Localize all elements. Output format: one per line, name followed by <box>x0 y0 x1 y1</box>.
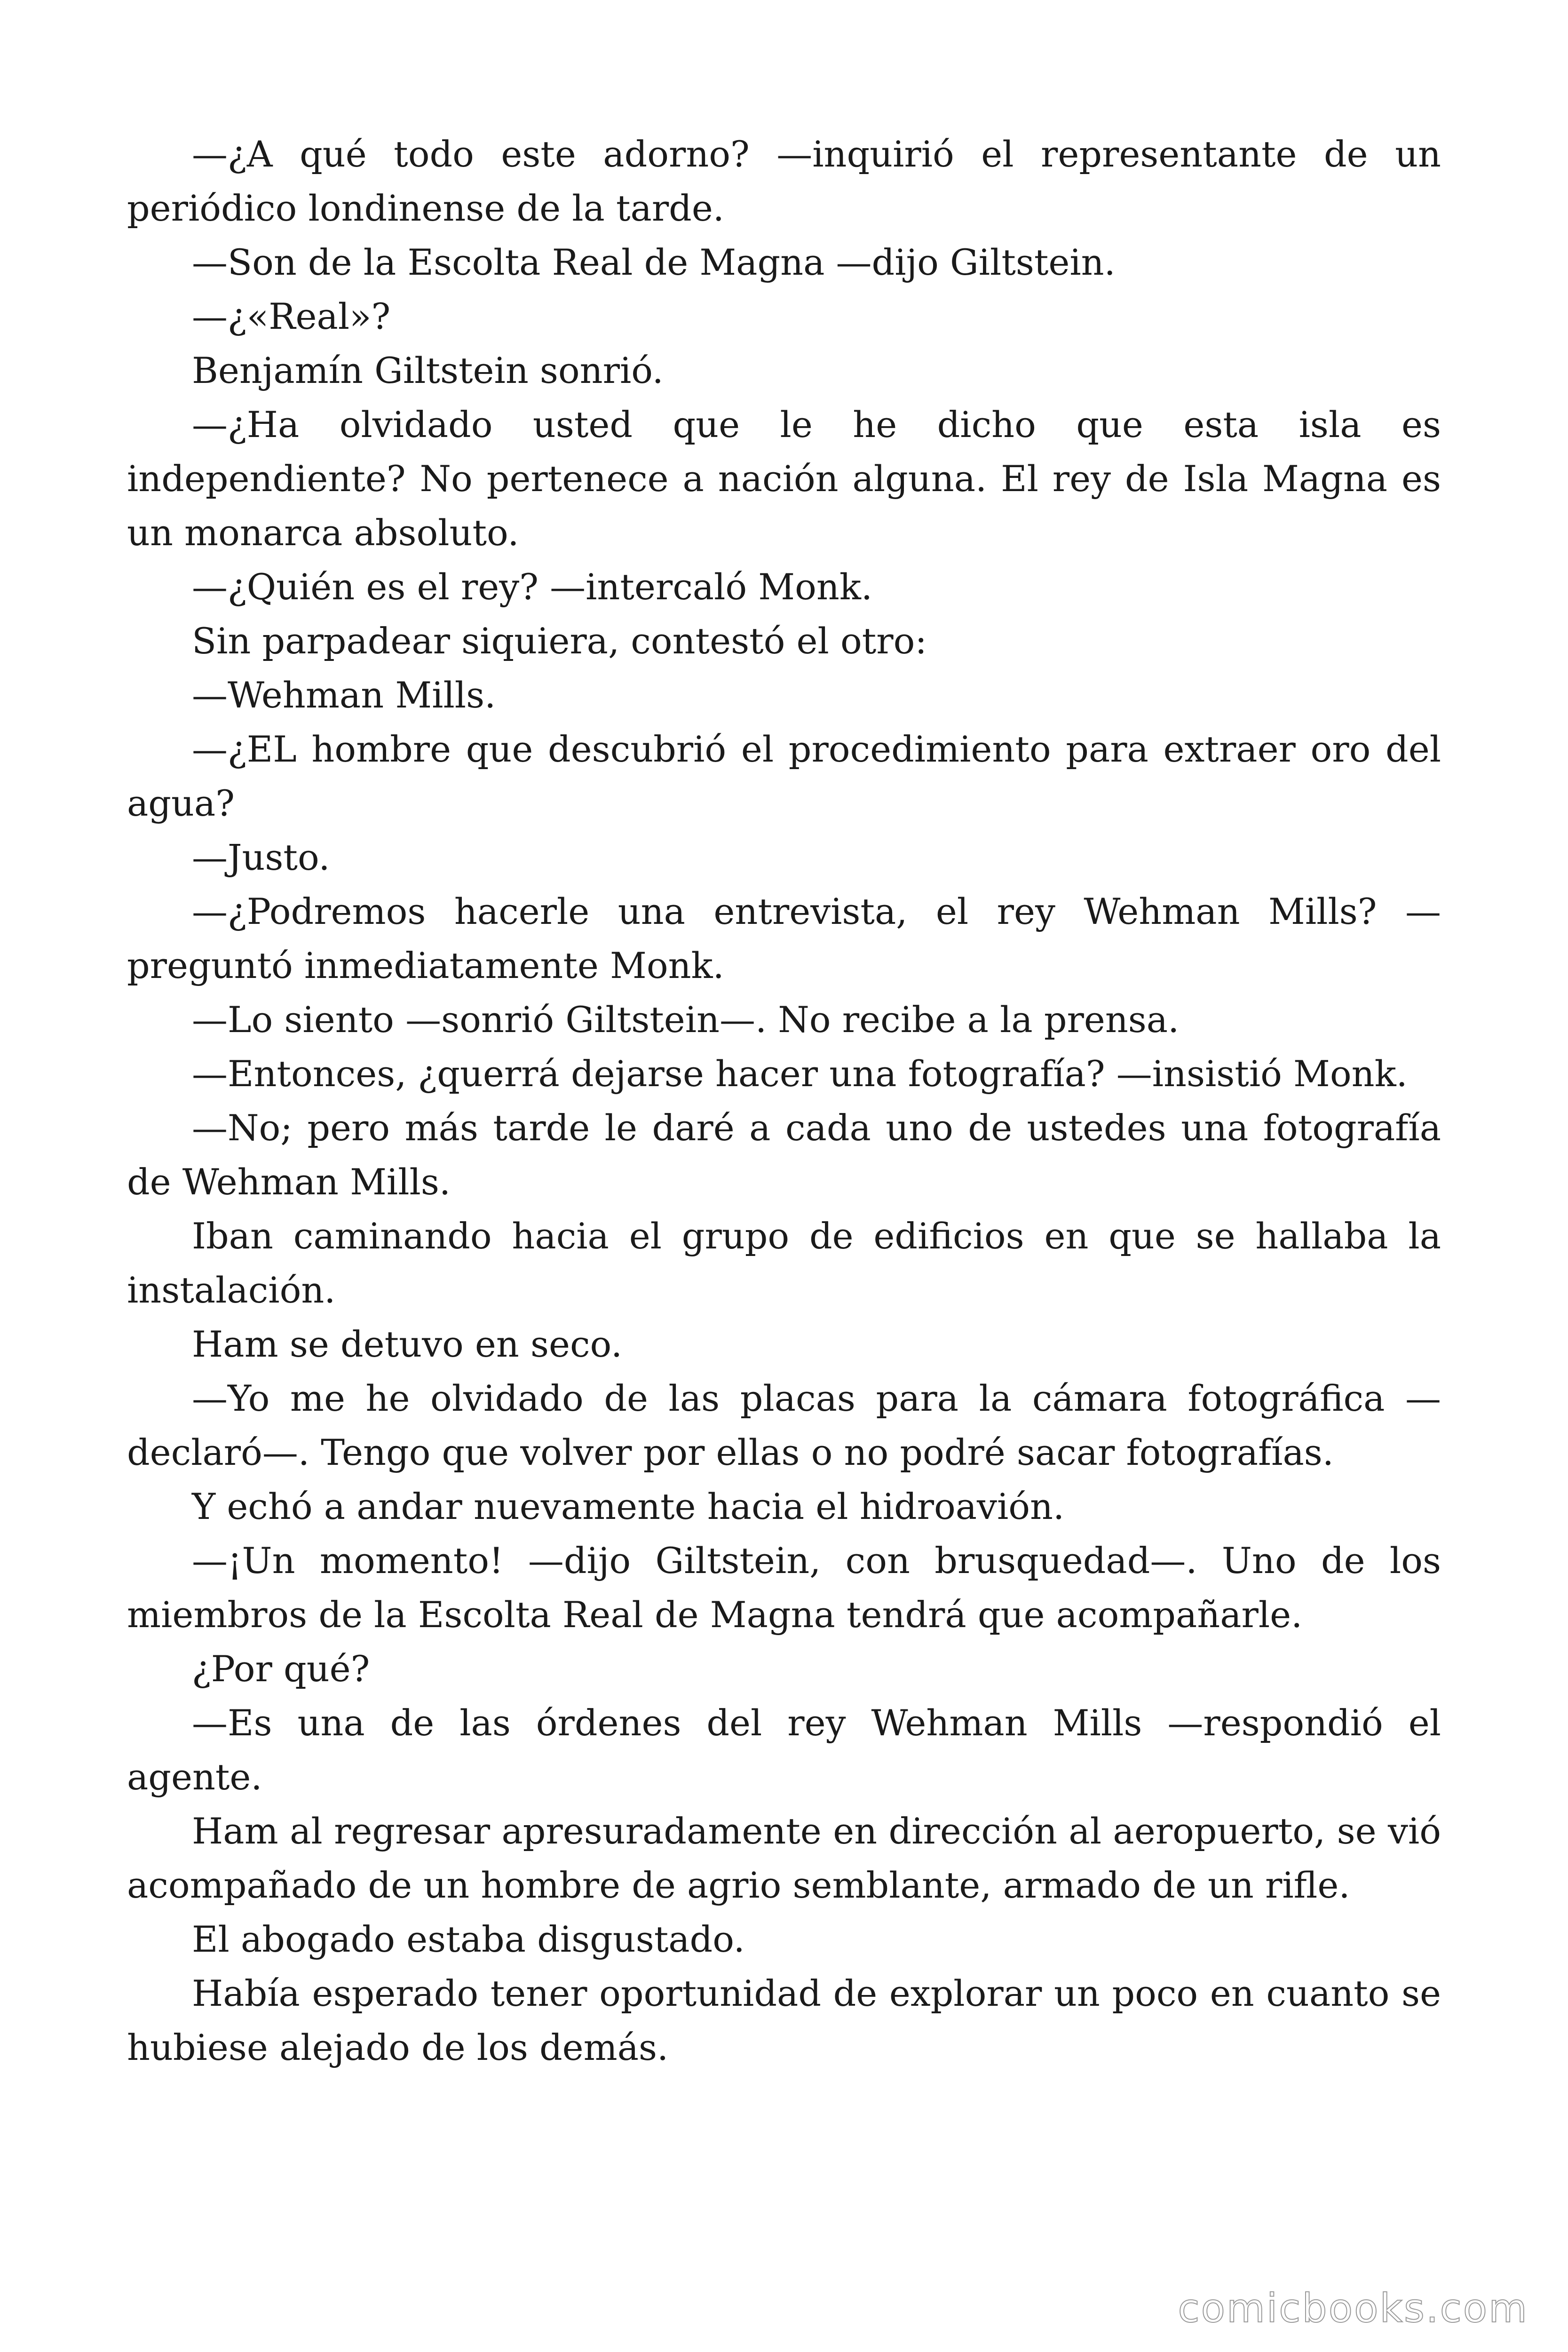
paragraph: —¿A qué todo este adorno? —inquirió el representante de un periódico londinense de la tarde. <box>127 133 1441 229</box>
paragraph: —Es una de las órdenes del rey Wehman Mills —respondió el agente. <box>127 1702 1441 1798</box>
paragraph: —¿Podremos hacerle una entrevista, el rey Wehman Mills? —preguntó inmediatamente Monk. <box>127 890 1441 986</box>
paragraph: Y echó a andar nuevamente hacia el hidroavión. <box>192 1486 1065 1527</box>
paragraph: —¿Ha olvidado usted que le he dicho que esta isla es independiente? No pertenece a nación alguna. El rey de Isla Magna es un monarca absoluto. <box>127 404 1441 554</box>
paragraph: Sin parpadear siquiera, contestó el otro: <box>192 620 927 662</box>
paragraph: —Lo siento —sonrió Giltstein—. No recibe a la prensa. <box>192 999 1180 1041</box>
paragraph: —¿«Real»? <box>192 295 391 337</box>
paragraph: —Yo me he olvidado de las placas para la cámara fotográfica —declaró—. Tengo que volver por ellas o no podré sacar fotografías. <box>127 1377 1441 1473</box>
paragraph: —Justo. <box>192 836 330 878</box>
paragraph: —¡Un momento! —dijo Giltstein, con brusquedad—. Uno de los miembros de la Escolta Real de Magna tendrá que acompañarle. <box>127 1540 1441 1636</box>
paragraph: ¿Por qué? <box>192 1648 370 1690</box>
paragraph: Ham al regresar apresuradamente en dirección al aeropuerto, se vió acompañado de un hombre de agrio semblante, armado de un rifle. <box>127 1810 1441 1906</box>
paragraph: —Entonces, ¿querrá dejarse hacer una fotografía? —insistió Monk. <box>192 1053 1408 1095</box>
paragraph: Había esperado tener oportunidad de explorar un poco en cuanto se hubiese alejado de los demás. <box>127 1972 1441 2068</box>
paragraph: Ham se detuvo en seco. <box>192 1323 623 1365</box>
paragraph: —No; pero más tarde le daré a cada uno de ustedes una fotografía de Wehman Mills. <box>127 1107 1441 1203</box>
paragraph: —Son de la Escolta Real de Magna —dijo Giltstein. <box>192 241 1116 283</box>
paragraph: —Wehman Mills. <box>192 674 496 716</box>
paragraph: Benjamín Giltstein sonrió. <box>192 350 664 391</box>
paragraph: —¿Quién es el rey? —intercaló Monk. <box>192 566 873 608</box>
paragraph: El abogado estaba disgustado. <box>192 1918 745 1960</box>
page-body <box>127 127 1441 2074</box>
paragraph: —¿EL hombre que descubrió el procedimiento para extraer oro del agua? <box>127 728 1441 824</box>
paragraph: Iban caminando hacia el grupo de edificios en que se hallaba la instalación. <box>127 1215 1441 1311</box>
watermark: comicbooks.com <box>1178 2285 1528 2331</box>
